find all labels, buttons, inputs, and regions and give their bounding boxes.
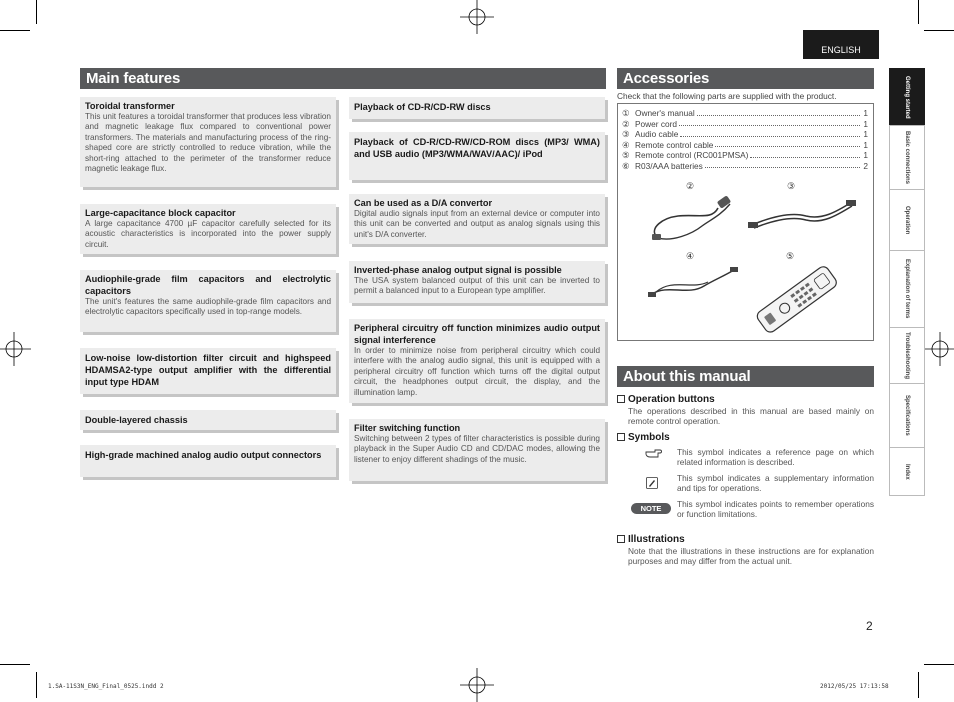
registration-mark-icon	[460, 668, 494, 702]
audio-cable-label: ③	[787, 181, 796, 191]
feature-body: In order to minimize noise from peripheral circuitry which could interfere with the analog audio signal, this unit is equipped with a peripheral circuitry off function which turns off the digital output circuit, the headphones output circuit, the display, and the illumination lamp.	[354, 346, 600, 397]
feature-card-da-convertor	[349, 194, 605, 244]
slug-filename: 1.SA-11S3N_ENG_Final_0525.indd 2	[48, 683, 164, 690]
feature-body: Switching between 2 types of filter characteristics is possible during playback in the Super Audio CD and CD/DAC modes, allowing the listener to enjoy different shadings of the music.	[354, 434, 600, 464]
checkbox-square-icon	[617, 535, 625, 543]
list-item: ⑤ Remote control (RC001PMSA) 1	[622, 150, 868, 160]
crop-mark	[924, 664, 954, 665]
feature-title: Inverted-phase analog output signal is possible	[354, 265, 562, 275]
feature-card-peripheral-off	[349, 319, 605, 403]
feature-title: Toroidal transformer	[85, 101, 175, 111]
feature-card-cdr-playback	[349, 97, 605, 119]
side-tab-index[interactable]: Index	[889, 447, 925, 496]
side-tab-specifications[interactable]: Specifications	[889, 383, 925, 447]
crop-mark	[918, 672, 919, 698]
feature-title: High-grade machined analog audio output connectors	[85, 450, 322, 460]
feature-title: Playback of CD-R/CD-RW discs	[354, 102, 491, 112]
symbols-heading: Symbols	[617, 432, 670, 443]
reference-symbol-text: This symbol indicates a reference page on which related information is described.	[677, 447, 874, 468]
feature-title: Audiophile-grade film capacitors and electrolytic capacitors	[85, 274, 331, 296]
feature-card-filter-circuit	[80, 348, 336, 394]
crop-mark	[36, 0, 37, 24]
side-tab-troubleshooting[interactable]: Troubleshooting	[889, 327, 925, 383]
power-cord-icon	[648, 194, 738, 244]
illustrations-text: Note that the illustrations in these instructions are for explanation purposes and may differ from the actual unit.	[628, 546, 874, 567]
reference-hand-icon	[645, 449, 663, 459]
remote-cable-icon	[648, 262, 738, 302]
remote-control-icon	[746, 262, 846, 338]
main-features-heading: Main features	[80, 68, 606, 89]
accessories-heading: Accessories	[617, 68, 874, 89]
side-tab-operation[interactable]: Operation	[889, 189, 925, 250]
feature-title: Double-layered chassis	[85, 415, 188, 425]
side-tab-explanation-of-terms[interactable]: Explanation of terms	[889, 250, 925, 327]
feature-card-toroidal	[80, 97, 336, 187]
list-item: ③ Audio cable 1	[622, 129, 868, 139]
registration-mark-icon	[460, 0, 494, 34]
accessories-box	[617, 103, 874, 341]
power-cord-label: ②	[686, 181, 695, 191]
note-symbol-text: This symbol indicates points to remember operations or function limitations.	[677, 499, 874, 520]
page-number: 2	[866, 619, 873, 633]
crop-mark	[924, 30, 954, 31]
feature-title: Can be used as a D/A convertor	[354, 198, 493, 208]
feature-body: The unit's features the same audiophile-grade film capacitors and electrolytic capacitors specifically used in top-range models.	[85, 297, 331, 317]
crop-mark	[0, 30, 30, 31]
feature-card-filter-switching	[349, 419, 605, 481]
checkbox-square-icon	[617, 433, 625, 441]
registration-mark-icon	[0, 332, 31, 366]
checkbox-square-icon	[617, 395, 625, 403]
illustrations-heading: Illustrations	[617, 534, 685, 545]
feature-card-film-capacitors	[80, 270, 336, 332]
feature-title: Peripheral circuitry off function minimizes audio output signal interference	[354, 323, 600, 345]
feature-title: Low-noise low-distortion filter circuit and highspeed HDAMSA2-type output amplifier with the differential input type HDAM	[85, 353, 331, 387]
side-tab-basic-connections[interactable]: Basic connections	[889, 125, 925, 189]
list-item: ② Power cord 1	[622, 118, 868, 129]
crop-mark	[918, 0, 919, 24]
language-tab: ENGLISH	[803, 30, 879, 59]
operation-buttons-heading: Operation buttons	[617, 394, 715, 405]
accessories-list	[622, 108, 868, 171]
registration-mark-icon	[923, 332, 954, 366]
slug-timestamp: 2012/05/25 17:13:58	[820, 683, 889, 690]
supplementary-symbol-text: This symbol indicates a supplementary information and tips for operations.	[677, 473, 874, 494]
supplementary-pencil-icon	[646, 477, 658, 489]
list-item: ⑥ R03/AAA batteries 2	[622, 160, 868, 171]
about-manual-heading: About this manual	[617, 366, 874, 387]
feature-body: This unit features a toroidal transformer that produces less vibration and magnetic leakage flux compared to conventional power transformers. The materials and manufacturing process of the ring-shaped core are strictly controlled to reduce vibration, while the short-ring attached to the perimeter of the transformer reduce magnetic leakage flux.	[85, 112, 331, 174]
feature-card-inverted-phase	[349, 261, 605, 303]
remote-control-label: ⑤	[786, 251, 795, 261]
side-tab-getting-started[interactable]: Getting started	[889, 68, 925, 125]
feature-card-chassis	[80, 410, 336, 430]
feature-body: The USA system balanced output of this unit can be inverted to permit a balanced input to a European type amplifier.	[354, 276, 600, 296]
remote-cable-label: ④	[686, 251, 695, 261]
feature-title: Filter switching function	[354, 423, 461, 433]
operation-buttons-text: The operations described in this manual are based mainly on remote control operation.	[628, 406, 874, 427]
feature-body: Digital audio signals input from an external device or computer into this unit can be converted and output as analog signals using this unit's D/A converter.	[354, 209, 600, 239]
feature-title: Large-capacitance block capacitor	[85, 208, 236, 218]
note-badge: NOTE	[631, 503, 671, 514]
side-tab-nav	[889, 68, 925, 496]
accessories-intro: Check that the following parts are supplied with the product.	[617, 91, 837, 101]
crop-mark	[36, 672, 37, 698]
list-item: ① Owner's manual 1	[622, 108, 868, 118]
feature-card-mp3-playback	[349, 132, 605, 180]
crop-mark	[0, 664, 30, 665]
feature-title: Playback of CD-R/CD-RW/CD-ROM discs (MP3/ WMA) and USB audio (MP3/WMA/WAV/AAC)/ iPod	[354, 137, 600, 159]
feature-body: A large capacitance 4700 µF capacitor carefully selected for its acoustic characteristics is incorporated into the power supply circuit.	[85, 219, 331, 249]
audio-cable-icon	[748, 194, 858, 234]
feature-card-capacitor	[80, 204, 336, 254]
feature-card-connectors	[80, 445, 336, 477]
list-item: ④ Remote control cable 1	[622, 139, 868, 150]
